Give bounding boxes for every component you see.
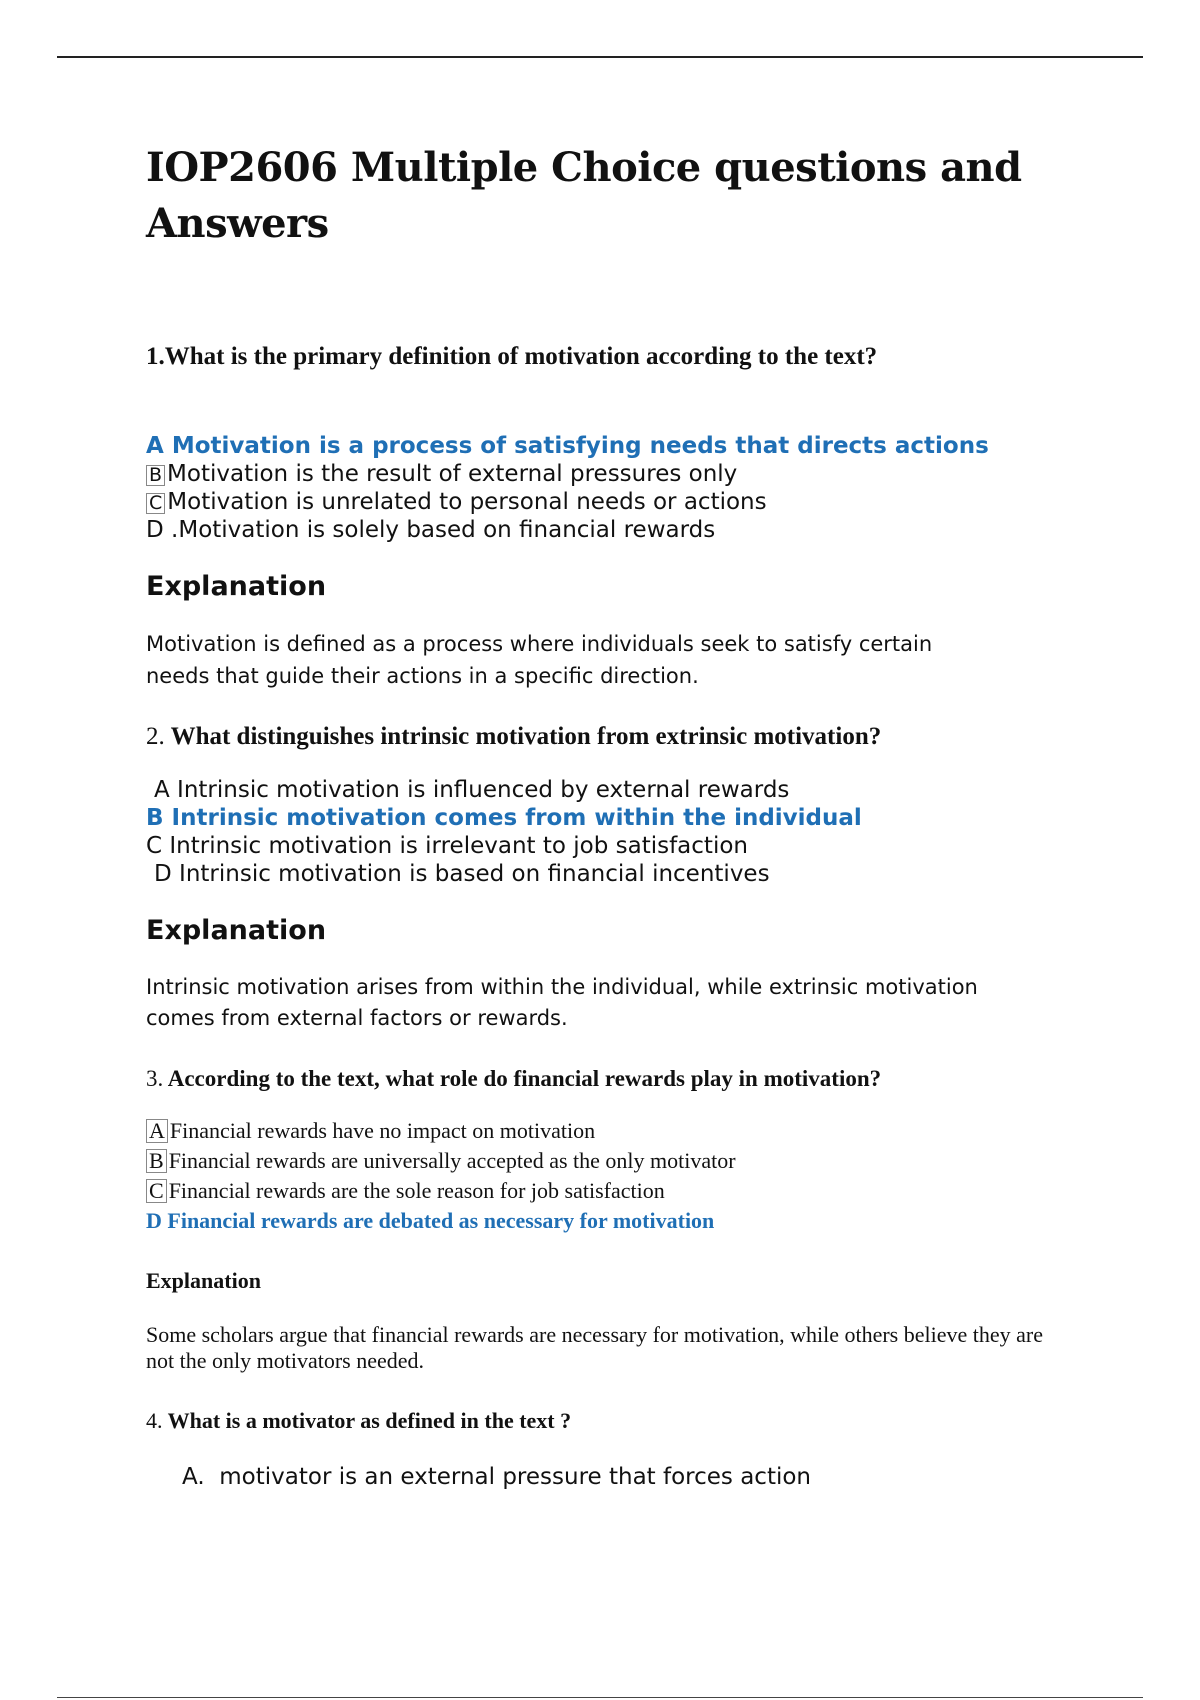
question-1 bbox=[146, 340, 1066, 692]
explanation-text: Motivation is defined as a process where individuals seek to satisfy certain needs that guide their actions in a specific direction. bbox=[146, 632, 933, 688]
option-text: Motivation is a process of satisfying needs that directs actions bbox=[171, 433, 989, 459]
option-letter: A bbox=[146, 433, 164, 459]
question-text bbox=[146, 1404, 1066, 1438]
option-b bbox=[146, 460, 1066, 488]
option-list bbox=[146, 432, 1066, 544]
option-a bbox=[146, 1116, 1066, 1146]
question-prompt: What is the primary definition of motivation according to the text? bbox=[164, 343, 878, 370]
option-d-correct bbox=[146, 1206, 1066, 1236]
question-prompt: According to the text, what role do financial rewards play in motivation? bbox=[167, 1066, 882, 1091]
option-text: Intrinsic motivation is irrelevant to job satisfaction bbox=[169, 833, 748, 859]
option-text: Intrinsic motivation is based on financial incentives bbox=[179, 861, 770, 887]
option-text: Motivation is solely based on financial rewards bbox=[178, 517, 716, 543]
option-letter: B bbox=[146, 805, 164, 831]
document-title: IOP2606 Multiple Choice questions and Answers bbox=[146, 144, 1022, 247]
top-rule bbox=[57, 56, 1143, 58]
bottom-rule bbox=[57, 1697, 1143, 1698]
option-letter: D bbox=[154, 861, 172, 887]
option-letter: A bbox=[154, 777, 170, 803]
question-3 bbox=[146, 1062, 1066, 1374]
option-text: Financial rewards have no impact on motivation bbox=[169, 1118, 596, 1143]
option-text: motivator is an external pressure that forces action bbox=[219, 1464, 812, 1490]
option-b bbox=[146, 1146, 1066, 1176]
question-text bbox=[146, 1062, 1066, 1096]
option-a bbox=[146, 776, 1066, 804]
question-number: 4. bbox=[146, 1408, 163, 1433]
explanation-text: Intrinsic motivation arises from within the individual, while extrinsic motivation comes from external factors or rewards. bbox=[146, 975, 978, 1030]
explanation-text: Some scholars argue that financial rewards are necessary for motivation, while others believe they are not the only motivators needed. bbox=[146, 1322, 1043, 1373]
option-letter: C bbox=[146, 1179, 167, 1203]
option-text: Motivation is the result of external pressures only bbox=[167, 461, 738, 487]
option-c bbox=[146, 1176, 1066, 1206]
option-b-correct bbox=[146, 804, 1066, 832]
option-letter: D bbox=[146, 1208, 162, 1233]
question-number: 3. bbox=[146, 1066, 164, 1091]
option-text: Motivation is unrelated to personal needs or actions bbox=[167, 489, 767, 515]
option-text: Financial rewards are the sole reason for job satisfaction bbox=[168, 1178, 665, 1203]
option-letter: C bbox=[146, 833, 163, 859]
document-body bbox=[146, 140, 1066, 1492]
question-number: 2. bbox=[146, 723, 165, 750]
option-text: Financial rewards are debated as necessary for motivation bbox=[167, 1208, 715, 1233]
question-4 bbox=[146, 1404, 1066, 1492]
option-letter: C bbox=[146, 493, 165, 514]
question-prompt: What is a motivator as defined in the text ? bbox=[167, 1408, 572, 1433]
option-letter: D . bbox=[146, 517, 179, 543]
option-text: Intrinsic motivation is influenced by external rewards bbox=[177, 777, 790, 803]
option-text: Financial rewards are universally accepted as the only motivator bbox=[168, 1148, 736, 1173]
question-2 bbox=[146, 720, 1066, 1034]
option-c bbox=[146, 488, 1066, 516]
option-letter: A. bbox=[182, 1464, 205, 1490]
option-list bbox=[146, 776, 1066, 888]
option-d bbox=[146, 860, 1066, 888]
option-letter: B bbox=[146, 465, 165, 486]
option-list bbox=[146, 1462, 1066, 1492]
option-d bbox=[146, 516, 1066, 544]
option-a bbox=[182, 1462, 1066, 1492]
question-text bbox=[146, 340, 1066, 374]
explanation-heading: Explanation bbox=[146, 571, 327, 602]
option-letter: B bbox=[146, 1149, 167, 1173]
option-letter: A bbox=[146, 1119, 168, 1143]
question-text bbox=[146, 720, 1066, 754]
explanation-heading: Explanation bbox=[146, 915, 327, 946]
option-a-correct bbox=[146, 432, 1066, 460]
question-prompt: What distinguishes intrinsic motivation from extrinsic motivation? bbox=[170, 723, 882, 750]
option-c bbox=[146, 832, 1066, 860]
question-number: 1. bbox=[146, 343, 165, 370]
option-text: Intrinsic motivation comes from within the individual bbox=[171, 805, 862, 831]
explanation-heading: Explanation bbox=[146, 1268, 261, 1293]
option-list bbox=[146, 1116, 1066, 1236]
